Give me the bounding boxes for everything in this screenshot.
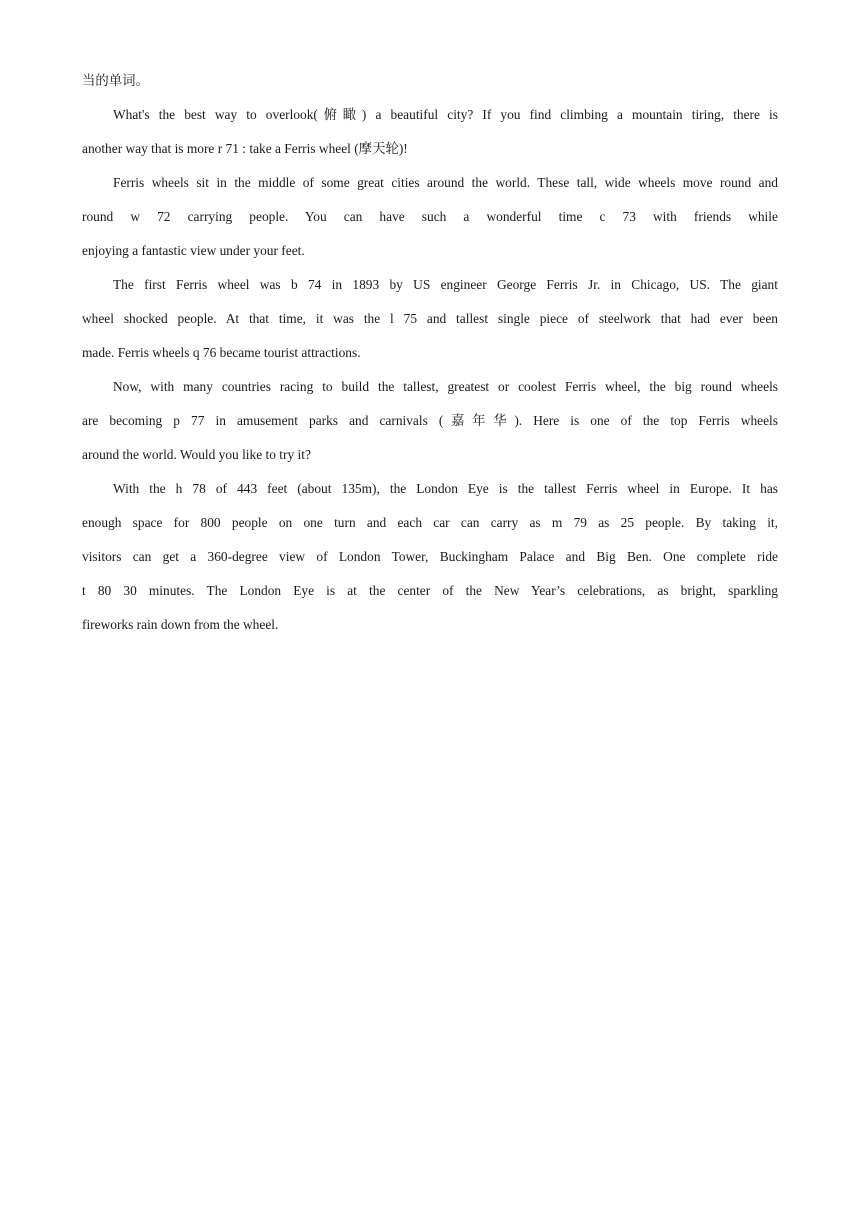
instruction-fragment: 当的单词。 xyxy=(82,73,149,88)
text-line-13 xyxy=(82,472,778,506)
sentence-text: fireworks rain down from the wheel. xyxy=(82,617,279,632)
blank-78 xyxy=(182,481,215,496)
sentence-text: are becoming p xyxy=(82,413,180,428)
text-line-11 xyxy=(82,404,778,438)
sentence-text: wheel shocked people. At that time, it was the l xyxy=(82,311,394,326)
text-line-4 xyxy=(82,166,778,200)
text-line-2 xyxy=(82,98,778,132)
blank-number: 79 xyxy=(573,515,587,530)
text-line-3 xyxy=(82,132,778,166)
sentence-text: t xyxy=(82,583,86,598)
sentence-text: With the h xyxy=(113,481,183,496)
sentence-text: made. Ferris wheels q xyxy=(82,345,200,360)
blank-number: 74 xyxy=(307,277,322,292)
blank-number: 71 xyxy=(225,141,239,156)
text-line-12 xyxy=(82,438,778,472)
blank-74 xyxy=(298,277,332,292)
blank-number: 77 xyxy=(191,413,205,428)
text-line-5 xyxy=(82,200,778,234)
blank-number: 80 xyxy=(97,583,112,598)
sentence-text: and tallest single piece of steelwork that had ever been xyxy=(426,311,779,326)
blank-80 xyxy=(86,583,124,598)
text-line-14 xyxy=(82,506,778,540)
text-line-6 xyxy=(82,234,778,268)
text-line-10 xyxy=(82,370,778,404)
text-line-15 xyxy=(82,540,778,574)
blank-72 xyxy=(140,209,188,224)
sentence-text: 30 minutes. The London Eye is at the center of the New Year’s celebrations, as bright, sparkling xyxy=(123,583,778,598)
sentence-text: Ferris wheels sit in the middle of some great cities around the world. These tall, wide wheels move round and xyxy=(113,175,778,190)
sentence-text: enough space for 800 people on one turn and each car can carry as m xyxy=(82,515,563,530)
blank-75 xyxy=(394,311,427,326)
sentence-text: with friends while xyxy=(653,209,778,224)
blank-number: 72 xyxy=(157,209,171,224)
sentence-text: of 443 feet (about 135m), the London Eye is the tallest Ferris wheel in Europe. It has xyxy=(215,481,778,496)
sentence-text: in amusement parks and carnivals (嘉年华). Here is one of the top Ferris wheels xyxy=(215,413,778,428)
blank-71 xyxy=(222,141,242,156)
blank-79 xyxy=(562,515,598,530)
text-line-7 xyxy=(82,268,778,302)
text-line-8 xyxy=(82,302,778,336)
text-line-16 xyxy=(82,574,778,608)
sentence-text: carrying people. You can have such a wonderful time c xyxy=(187,209,606,224)
sentence-text: around the world. Would you like to try it? xyxy=(82,447,311,462)
sentence-text: in 1893 by US engineer George Ferris Jr. in Chicago, US. The giant xyxy=(331,277,778,292)
text-line-1 xyxy=(82,64,778,98)
sentence-text: became tourist attractions. xyxy=(219,345,361,360)
sentence-text: The first Ferris wheel was b xyxy=(113,277,298,292)
document-page xyxy=(82,64,778,642)
blank-number: 78 xyxy=(192,481,206,496)
blank-number: 73 xyxy=(622,209,636,224)
blank-73 xyxy=(605,209,653,224)
blank-77 xyxy=(180,413,216,428)
blank-76 xyxy=(200,345,220,360)
sentence-text: : take a Ferris wheel (摩天轮)! xyxy=(242,141,408,156)
sentence-text: round w xyxy=(82,209,141,224)
sentence-text: visitors can get a 360-degree view of London Tower, Buckingham Palace and Big Ben. One complete ride xyxy=(82,549,778,564)
text-line-9 xyxy=(82,336,778,370)
blank-number: 75 xyxy=(403,311,418,326)
sentence-text: Now, with many countries racing to build the tallest, greatest or coolest Ferris wheel, the big round wheels xyxy=(113,379,778,394)
sentence-text: as 25 people. By taking it, xyxy=(598,515,778,530)
sentence-text: What's the best way to overlook(俯瞰) a beautiful city? If you find climbing a mountain tiring, there is xyxy=(113,107,778,122)
text-line-17 xyxy=(82,608,778,642)
sentence-text: enjoying a fantastic view under your feet. xyxy=(82,243,305,258)
blank-number: 76 xyxy=(202,345,217,360)
sentence-text: another way that is more r xyxy=(82,141,223,156)
